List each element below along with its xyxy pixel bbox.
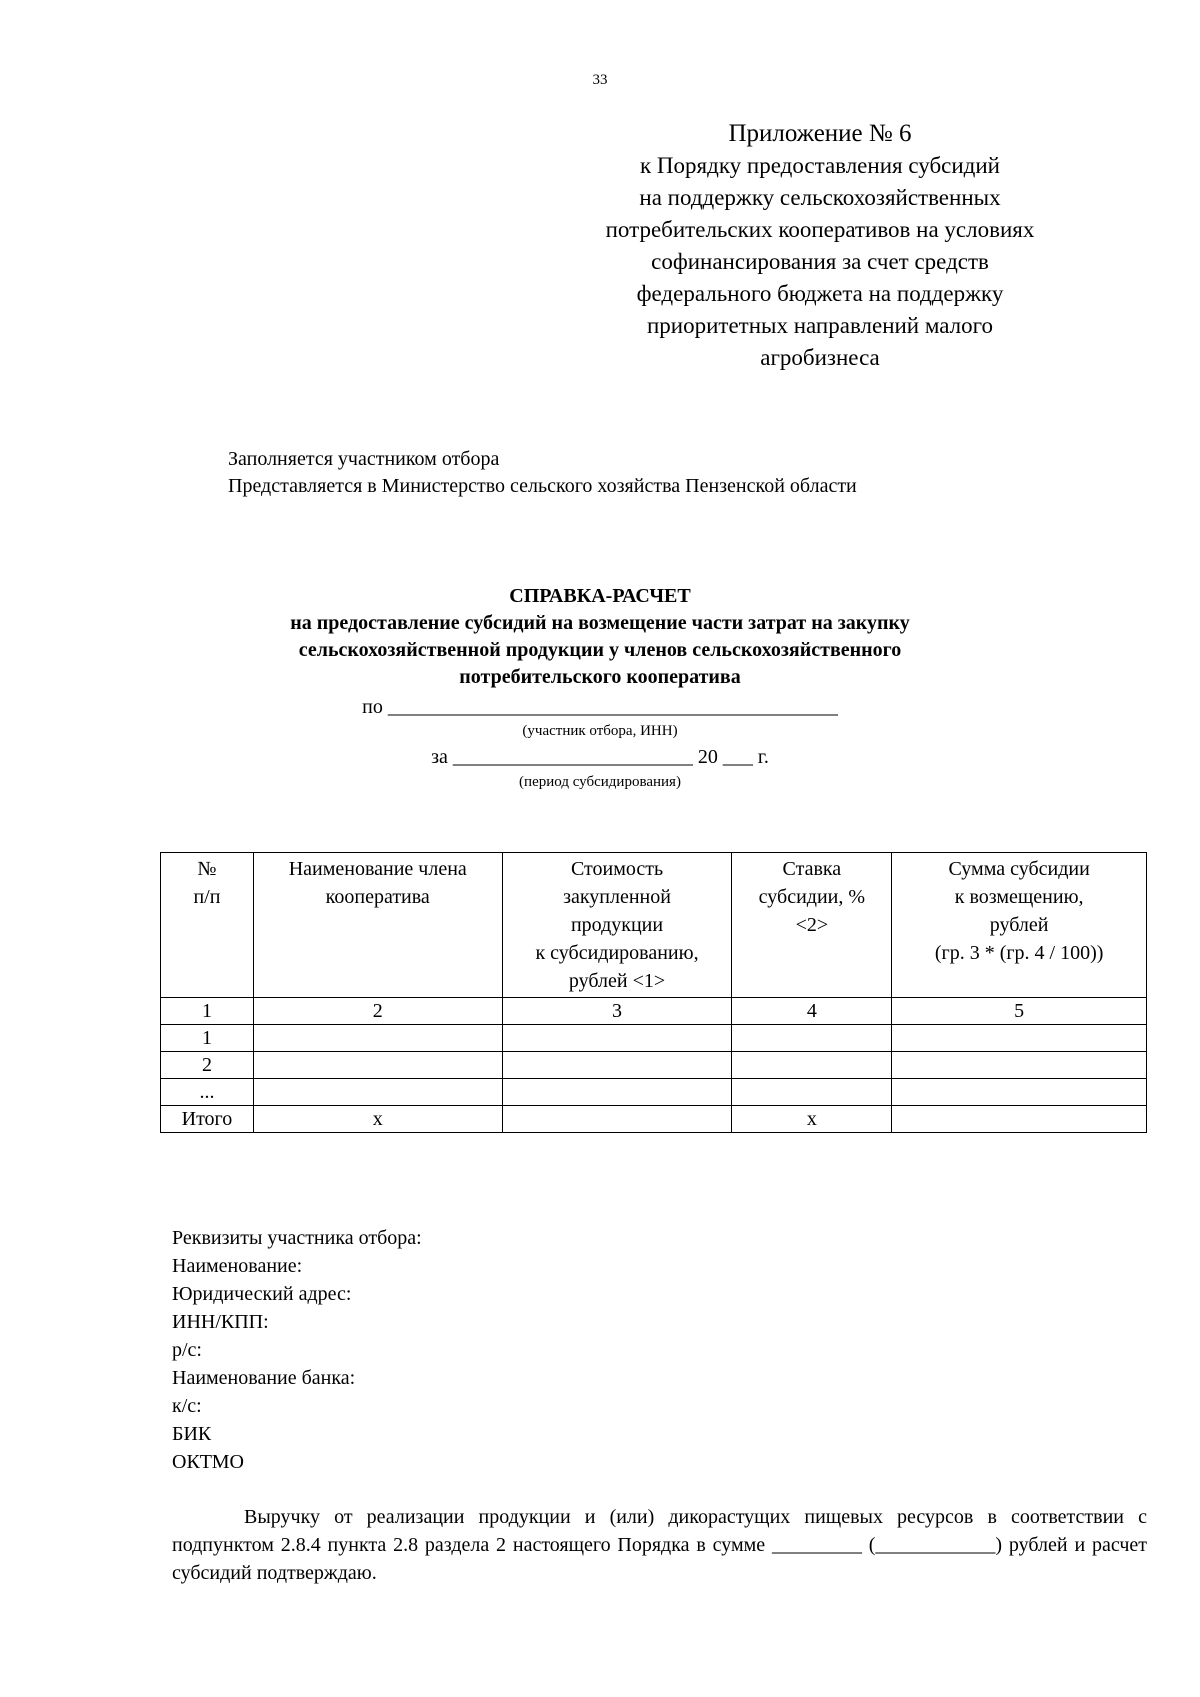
appendix-line: приоритетных направлений малого [646,313,994,338]
table-cell[interactable] [892,1106,1147,1133]
participant-field: по _____________________________________________ [362,696,838,718]
table-row [161,1079,1147,1106]
appendix-line: федерального бюджета на поддержку [636,281,1004,306]
page-number: 33 [592,72,608,88]
requisite-account: р/с: [172,1339,202,1361]
requisite-name: Наименование: [172,1255,303,1277]
table-cell[interactable] [732,1079,892,1106]
calculation-table [160,852,1147,1133]
table-cell[interactable] [892,1052,1147,1079]
table-cell: 4 [732,998,892,1025]
appendix-title: Приложение № 6 [728,120,912,147]
table-row [161,998,1147,1025]
appendix-block [560,118,1080,374]
heading-line: сельскохозяйственной продукции у членов сельскохозяйственного [298,639,902,661]
confirmation-paragraph [172,1503,1147,1587]
participant-hint: (участник отбора, ИНН) [522,723,678,739]
appendix-line: потребительских кооперативов на условиях [605,217,1035,242]
requisites-heading: Реквизиты участника отбора: [172,1227,422,1249]
table-cell[interactable] [502,1079,732,1106]
table-row [161,1052,1147,1079]
table-cell: 1 [161,1025,254,1052]
document-title: СПРАВКА-РАСЧЕТ [509,585,691,607]
table-cell[interactable] [502,1106,732,1133]
header-number: № п/п [161,853,254,998]
table-cell[interactable] [892,1079,1147,1106]
appendix-line: на поддержку сельскохозяйственных [639,185,1001,210]
table-cell[interactable] [892,1025,1147,1052]
requisite-corr-account: к/с: [172,1395,202,1417]
table-cell[interactable] [502,1025,732,1052]
period-hint: (период субсидирования) [519,774,681,790]
header-member-name: Наименование члена кооператива [253,853,502,998]
note-line-submitted-to: Представляется в Министерство сельского хозяйства Пензенской области [228,475,857,497]
table-header-row [161,853,1147,998]
confirmation-text: Выручку от реализации продукции и (или) дикорастущих пищевых ресурсов в соответствии с подпунктом 2.8.4 пункта 2.8 раздела 2 настоящего Порядка в сумме _________ (____________) рублей и расчет субсидий подтверждаю. [172,1506,1147,1584]
heading-line: потребительского кооператива [459,666,741,688]
table-cell[interactable] [253,1052,502,1079]
table-cell[interactable] [732,1052,892,1079]
note-line-filled-by: Заполняется участником отбора [228,448,500,470]
appendix-line: к Порядку предоставления субсидий [640,153,1000,178]
table-cell: x [253,1106,502,1133]
requisite-bik: БИК [172,1423,212,1445]
heading-line: на предоставление субсидий на возмещение части затрат на закупку [290,612,910,634]
requisite-oktmo: ОКТМО [172,1451,244,1473]
table-cell: Итого [161,1106,254,1133]
appendix-line: агробизнеса [760,345,880,370]
table-cell: 3 [502,998,732,1025]
table-cell: x [732,1106,892,1133]
table-cell[interactable] [502,1052,732,1079]
requisite-inn-kpp: ИНН/КПП: [172,1311,269,1333]
document-heading [0,583,1200,691]
table-cell: ... [161,1079,254,1106]
requisite-legal-address: Юридический адрес: [172,1283,352,1305]
period-field: за ________________________ 20 ___ г. [431,746,769,768]
table-row [161,1025,1147,1052]
table-cell: 2 [253,998,502,1025]
requisite-bank-name: Наименование банка: [172,1367,356,1389]
table-cell[interactable] [732,1025,892,1052]
table-cell[interactable] [253,1079,502,1106]
header-product-cost: Стоимость закупленной продукции к субсидированию, рублей <1> [502,853,732,998]
table-cell: 5 [892,998,1147,1025]
header-subsidy-rate: Ставка субсидии, % <2> [732,853,892,998]
participant-requisites [172,1224,422,1476]
header-subsidy-amount: Сумма субсидии к возмещению, рублей (гр. 3 * (гр. 4 / 100)) [892,853,1147,998]
table-cell: 2 [161,1052,254,1079]
table-total-row [161,1106,1147,1133]
table-cell: 1 [161,998,254,1025]
appendix-line: софинансирования за счет средств [651,249,989,274]
submission-note [228,446,857,500]
table-cell[interactable] [253,1025,502,1052]
